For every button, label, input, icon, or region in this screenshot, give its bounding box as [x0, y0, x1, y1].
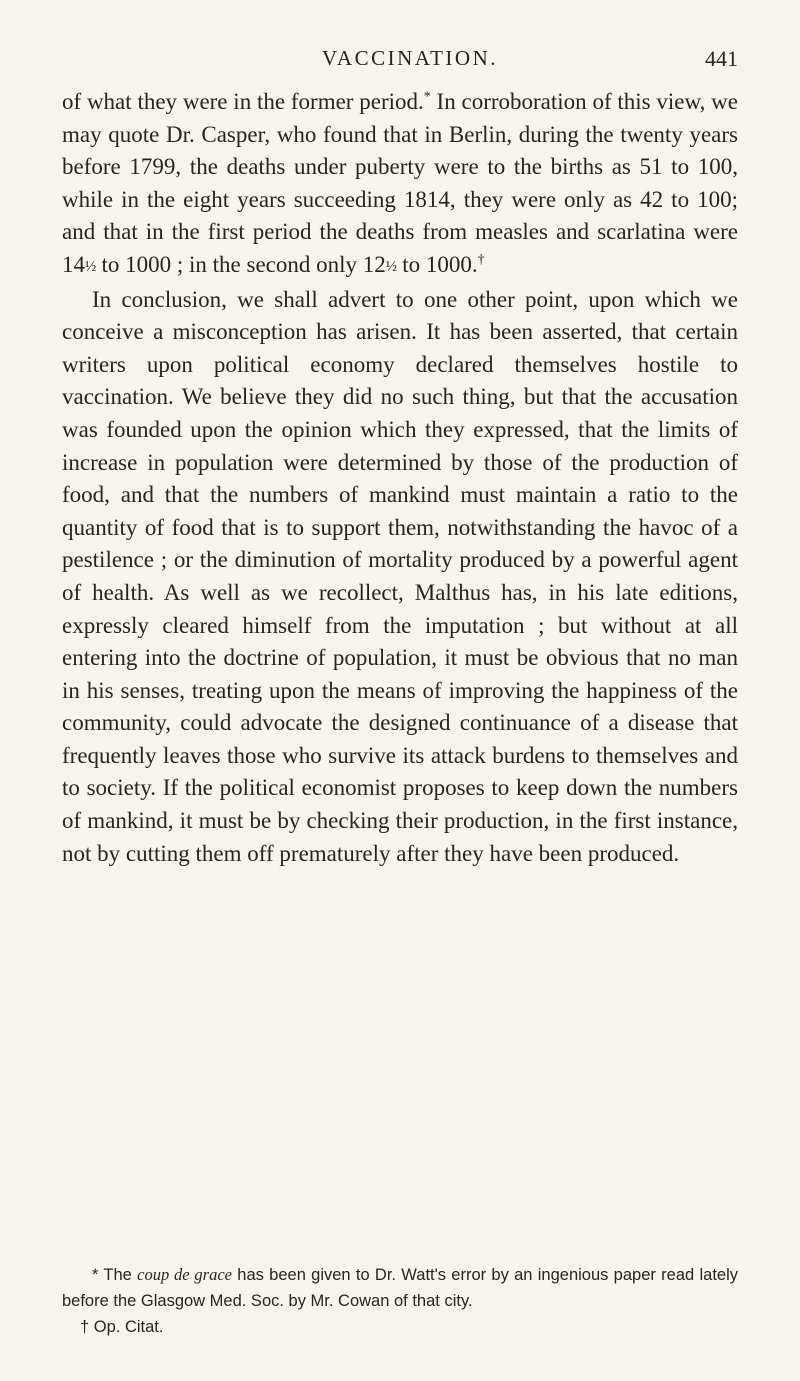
- paragraph-1-end: to 1000.: [396, 251, 478, 277]
- fraction-half-1: ½: [85, 258, 96, 275]
- paragraph-1-start: of what they were in the former period.: [62, 89, 424, 114]
- footnote-ref-star: *: [423, 89, 431, 105]
- running-title: VACCINATION.: [321, 46, 499, 70]
- body-text: [62, 86, 738, 870]
- footnote-ref-dagger: †: [477, 252, 485, 268]
- footnote-2: † Op. Citat.: [80, 1318, 164, 1336]
- footnote-1-italic: coup de grace: [137, 1265, 232, 1284]
- paragraph-1-continued: to 1000 ; in the second only 12: [95, 251, 386, 277]
- paragraph-2: In conclusion, we shall advert to one other point, upon which we conceive a misconception has arisen. It has been asserted, that certain writers upon political economy declared themselves hostile to vaccination. We believe they did no such thing, but that the accusation was founded upon the opinion which they expressed, that the limits of increase in population were determined by those of the production of food, and that the numbers of mankind must maintain a ratio to the quantity of food that is to support them, notwithstanding the havoc of a pestilence ; or the diminution of mortality produced by a powerful agent of health. As well as we recollect, Malthus has, in his late editions, expressly cleared himself from the imputation ; but without at all entering into the doctrine of population, it must be obvious that no man in his senses, treating upon the means of improving the happiness of the community, could advocate the designed continuance of a disease that frequently leaves those who survive its attack burdens to themselves and to society. If the political economist proposes to keep down the numbers of mankind, it must be by checking their production, in the first instance, not by cutting them off prematurely after they have been produced.: [62, 286, 738, 866]
- footnote-1: [62, 1262, 738, 1314]
- paragraph-1-middle: In corroboration of this view, we may quote Dr. Casper, who found that in Berlin, during the twenty years before 1799, the deaths under puberty were to the births as 51 to 100, while in the eight years succeeding 1814, they were only as 42 to 100; and that in the first period the deaths from measles and scarlatina were 14: [62, 89, 738, 277]
- footnotes: [62, 1262, 738, 1340]
- footnote-1-mark: * The: [92, 1266, 138, 1284]
- fraction-half-2: ½: [385, 258, 397, 275]
- running-head: [62, 46, 738, 78]
- footnote-1-text: has been given to Dr. Watt's error by an ingenious paper read lately before the Glasgow Med. Soc. by Mr. Cowan of that city.: [62, 1266, 738, 1310]
- paragraph-1: [62, 86, 738, 284]
- page-number: 441: [705, 46, 738, 71]
